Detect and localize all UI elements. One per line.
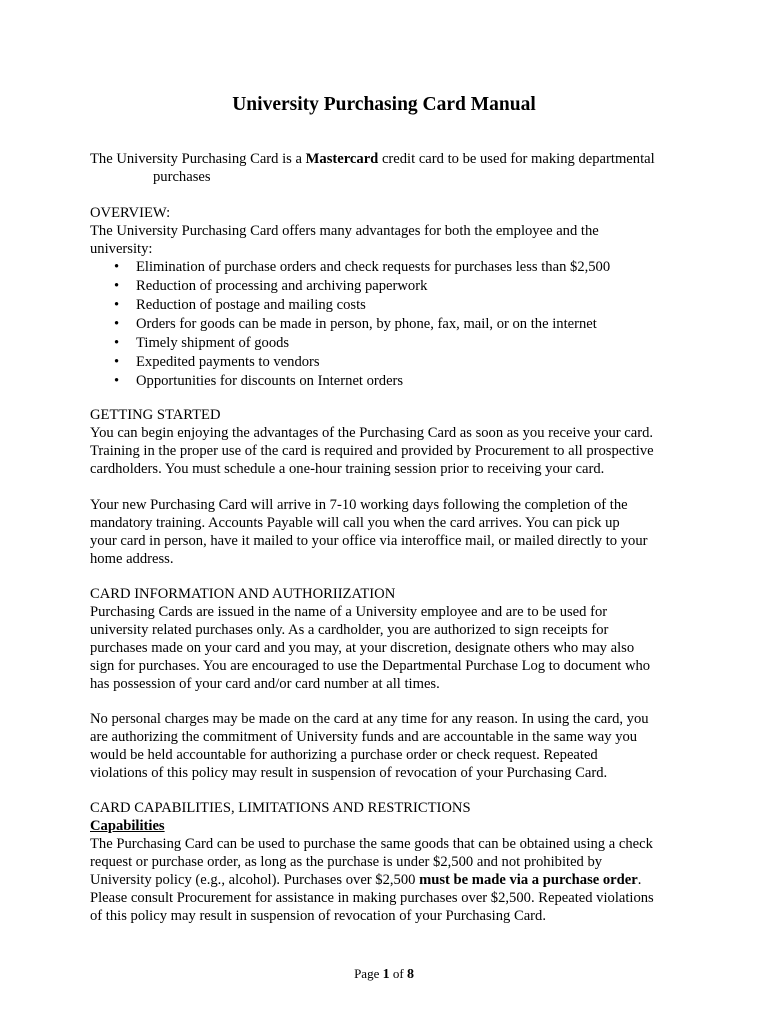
- paragraph-line: sign for purchases. You are encouraged to use the Departmental Purchase Log to document who: [90, 658, 651, 674]
- bullet-icon: •: [114, 373, 120, 389]
- capabilities-subheading: Capabilities: [90, 818, 165, 834]
- paragraph-line: The Purchasing Card can be used to purchase the same goods that can be obtained using a check: [90, 836, 653, 852]
- of-label: of: [389, 966, 407, 981]
- paragraph-line: request or purchase order, as long as the purchase is under $2,500 and not prohibited by: [90, 854, 603, 870]
- page-number: 1: [382, 967, 390, 982]
- paragraph-line: would be held accountable for authorizing a purchase order or check request. Repeated: [90, 747, 598, 763]
- paragraph-line: are authorizing the commitment of University funds and are accountable in the same way you: [90, 729, 638, 745]
- bullet-icon: •: [114, 354, 120, 370]
- paragraph-line: Please consult Procurement for assistance in making purchases over $2,500. Repeated violations: [90, 890, 654, 906]
- page-total: 8: [406, 967, 414, 982]
- bullet-icon: •: [114, 297, 120, 313]
- bullet-icon: •: [114, 278, 120, 294]
- paragraph-line: mandatory training. Accounts Payable will call you when the card arrives. You can pick up: [90, 515, 620, 531]
- overview-heading: OVERVIEW:: [90, 205, 171, 221]
- card-info-heading: CARD INFORMATION AND AUTHORIIZATION: [90, 586, 396, 602]
- getting-started-section: [90, 406, 690, 478]
- capabilities-heading: CARD CAPABILITIES, LIMITATIONS AND RESTRICTIONS: [90, 800, 471, 816]
- page-label: Page: [354, 966, 383, 981]
- overview-section: [90, 204, 690, 391]
- intro-paragraph: [90, 150, 690, 186]
- personal-charges-paragraph: [90, 710, 690, 782]
- paragraph-line: No personal charges may be made on the card at any time for any reason. In using the card, you: [90, 711, 649, 727]
- paragraph-line: violations of this policy may result in suspension of revocation of your Purchasing Card.: [90, 765, 608, 781]
- intro-line: The University Purchasing Card is a Mastercard credit card to be used for making departmental: [90, 151, 655, 167]
- bullet-icon: •: [114, 335, 120, 351]
- getting-started-heading: GETTING STARTED: [90, 407, 221, 423]
- capabilities-section: [90, 799, 690, 925]
- list-item: • Timely shipment of goods: [114, 335, 290, 351]
- paragraph-line: university related purchases only. As a cardholder, you are authorized to sign receipts for: [90, 622, 609, 638]
- paragraph-line: home address.: [90, 551, 174, 567]
- paragraph-line: purchases made on your card and you may, at your discretion, designate others who may also: [90, 640, 635, 656]
- mastercard-bold: Mastercard: [305, 151, 379, 167]
- bullet-icon: •: [114, 259, 120, 275]
- paragraph-line: You can begin enjoying the advantages of the Purchasing Card as soon as you receive your card.: [90, 425, 654, 441]
- list-item: • Orders for goods can be made in person, by phone, fax, mail, or on the internet: [114, 316, 597, 332]
- list-item: • Reduction of postage and mailing costs: [114, 297, 366, 313]
- page-footer: [0, 966, 768, 983]
- paragraph-line: of this policy may result in suspension of revocation of your Purchasing Card.: [90, 908, 546, 924]
- delivery-paragraph: [90, 496, 690, 568]
- card-info-section: [90, 585, 690, 693]
- paragraph-line: cardholders. You must schedule a one-hour training session prior to receiving your card.: [90, 461, 605, 477]
- purchase-order-bold: must be made via a purchase order: [419, 872, 638, 888]
- list-item: • Elimination of purchase orders and check requests for purchases less than $2,500: [114, 259, 611, 275]
- paragraph-line: has possession of your card and/or card number at all times.: [90, 676, 440, 692]
- paragraph-line: Training in the proper use of the card is required and provided by Procurement to all prospective: [90, 443, 654, 459]
- paragraph-line: Purchasing Cards are issued in the name of a University employee and are to be used for: [90, 604, 608, 620]
- document-title: University Purchasing Card Manual: [232, 94, 536, 115]
- paragraph-line: your card in person, have it mailed to your office via interoffice mail, or mailed directly to your: [90, 533, 648, 549]
- overview-line: The University Purchasing Card offers many advantages for both the employee and the: [90, 223, 599, 239]
- list-item: • Expedited payments to vendors: [114, 354, 320, 370]
- overview-bullet-list: [90, 258, 690, 391]
- paragraph-line: University policy (e.g., alcohol). Purchases over $2,500 must be made via a purchase order.: [90, 872, 642, 888]
- list-item: • Reduction of processing and archiving paperwork: [114, 278, 428, 294]
- overview-line: university:: [90, 241, 153, 257]
- bullet-icon: •: [114, 316, 120, 332]
- intro-continuation: purchases: [153, 169, 211, 185]
- list-item: • Opportunities for discounts on Internet orders: [114, 373, 404, 389]
- paragraph-line: Your new Purchasing Card will arrive in 7-10 working days following the completion of the: [90, 497, 628, 513]
